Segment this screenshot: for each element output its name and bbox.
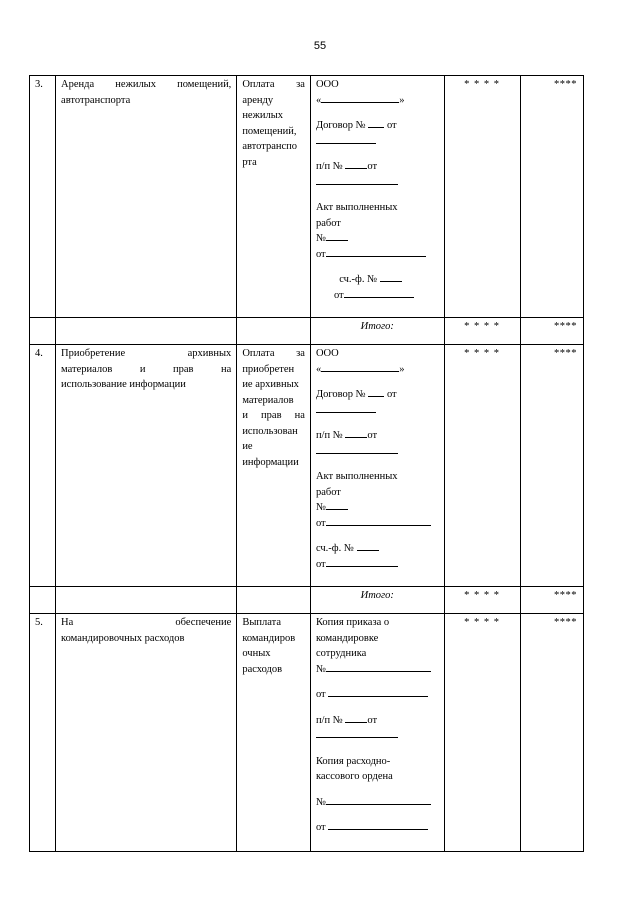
- stars-cell: * * * *: [444, 76, 520, 318]
- stars-cell: * * * *: [444, 614, 520, 852]
- table-row: [30, 614, 584, 852]
- total-label: Итого:: [310, 587, 444, 614]
- row-number: 3.: [30, 76, 56, 318]
- documents-cell: ООО « » Договор № от п/п № от Акт выполненных работ № от сч.-ф. № от: [310, 345, 444, 587]
- total-row: [30, 318, 584, 345]
- stars-cell: ****: [520, 345, 584, 587]
- row-number: 4.: [30, 345, 56, 587]
- total-label: Итого:: [310, 318, 444, 345]
- purpose-cell: Оплата за аренду нежилых помещений, автотранспо рта: [237, 76, 311, 318]
- stars-cell: ****: [520, 318, 584, 345]
- row-number: 5.: [30, 614, 56, 852]
- total-row: [30, 587, 584, 614]
- stars-cell: * * * *: [444, 587, 520, 614]
- table-row: [30, 345, 584, 587]
- stars-cell: ****: [520, 587, 584, 614]
- page-number: 55: [313, 40, 327, 52]
- stars-cell: ****: [520, 614, 584, 852]
- documents-cell: Копия приказа о командировке сотрудника № от п/п № от Копия расходно- кассового ордена № от: [310, 614, 444, 852]
- expense-name: Приобретение архивных материалов и прав на использование информации: [56, 345, 237, 587]
- purpose-cell: Оплата за приобретен ие архивных материалов и прав на использован ие информации: [237, 345, 311, 587]
- expense-name: Аренда нежилых помещений, автотранспорта: [56, 76, 237, 318]
- expense-name: На обеспечение командировочных расходов: [56, 614, 237, 852]
- table-row: [30, 76, 584, 318]
- purpose-cell: Выплата командиров очных расходов: [237, 614, 311, 852]
- stars-cell: * * * *: [444, 345, 520, 587]
- documents-cell: ООО « » Договор № от п/п № от Акт выполненных работ № от сч.-ф. № от: [310, 76, 444, 318]
- stars-cell: * * * *: [444, 318, 520, 345]
- expense-table: [29, 75, 584, 852]
- stars-cell: ****: [520, 76, 584, 318]
